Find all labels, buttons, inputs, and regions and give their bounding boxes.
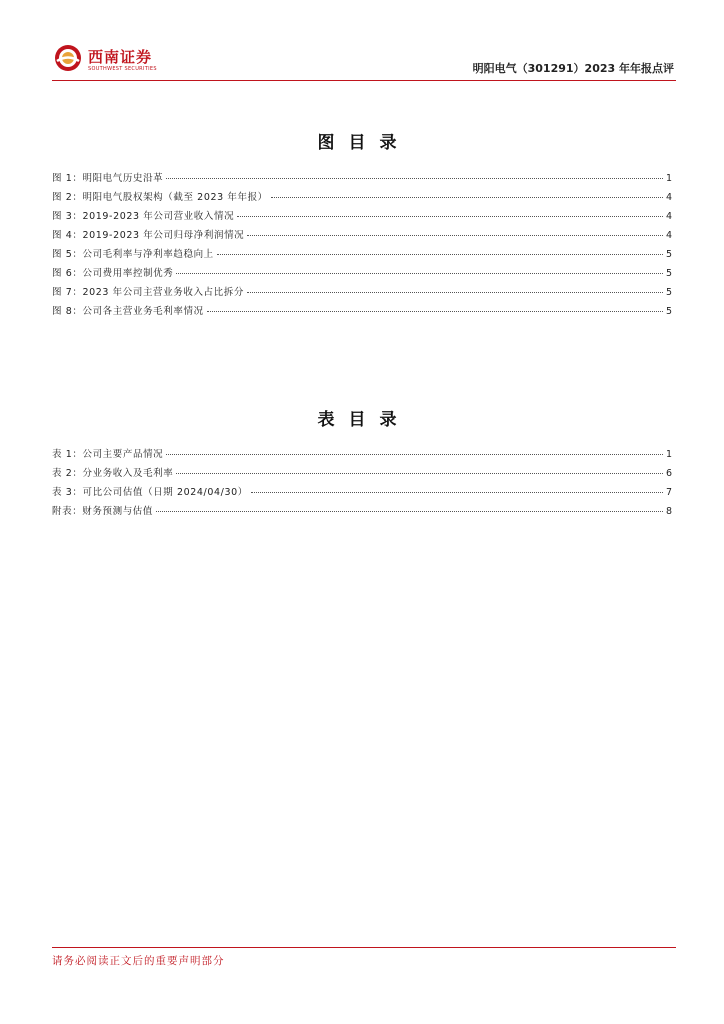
toc-leader-dots [176,473,663,474]
toc-entry-label[interactable]: 附表：财务预测与估值 [52,506,154,517]
toc-leader-dots [247,292,663,293]
toc-entry[interactable] [52,284,672,303]
toc-entry-page[interactable]: 4 [665,192,672,203]
toc-entry[interactable] [52,446,672,465]
toc-leader-dots [207,311,663,312]
toc-entry[interactable] [52,303,672,322]
toc-entry[interactable] [52,170,672,189]
toc-entry[interactable] [52,227,672,246]
toc-entry-label[interactable]: 图 8：公司各主营业务毛利率情况 [52,306,204,317]
toc-entry-label[interactable]: 图 3：2019-2023 年公司营业收入情况 [52,211,235,222]
toc-entry-page[interactable]: 5 [665,306,672,317]
toc-entry[interactable] [52,265,672,284]
header-divider [52,80,676,81]
figures-toc-title: 图目录 [317,133,411,153]
toc-entry-page[interactable]: 1 [665,449,672,460]
toc-leader-dots [251,492,663,493]
toc-entry[interactable] [52,465,672,484]
toc-entry-label[interactable]: 图 1：明阳电气历史沿革 [52,173,164,184]
toc-entry-page[interactable]: 4 [665,230,672,241]
toc-entry-page[interactable]: 5 [665,268,672,279]
toc-leader-dots [166,454,663,455]
logo-english-name: SOUTHWEST SECURITIES [88,66,157,72]
toc-entry-page[interactable]: 5 [665,287,672,298]
toc-entry-label[interactable]: 图 7：2023 年公司主营业务收入占比拆分 [52,287,244,298]
toc-entry-page[interactable]: 4 [665,211,672,222]
toc-leader-dots [166,178,663,179]
toc-entry-page[interactable]: 1 [665,173,672,184]
toc-entry-page[interactable]: 7 [665,487,672,498]
toc-entry[interactable] [52,246,672,265]
toc-entry-page[interactable]: 6 [665,468,672,479]
report-title: 明阳电气（301291）2023 年年报点评 [472,62,674,75]
footer-disclaimer: 请务必阅读正文后的重要声明部分 [52,955,225,967]
toc-leader-dots [237,216,663,217]
tables-toc [52,446,672,522]
page-header [52,38,676,82]
toc-entry-label[interactable]: 图 4：2019-2023 年公司归母净利润情况 [52,230,245,241]
toc-entry[interactable] [52,484,672,503]
toc-leader-dots [217,254,663,255]
toc-entry-page[interactable]: 8 [665,506,672,517]
toc-leader-dots [156,511,663,512]
company-logo [54,44,194,78]
toc-entry-label[interactable]: 表 1：公司主要产品情况 [52,449,164,460]
toc-entry-page[interactable]: 5 [665,249,672,260]
toc-leader-dots [271,197,663,198]
tables-toc-title: 表目录 [317,410,411,430]
toc-entry[interactable] [52,208,672,227]
logo-sun-icon [54,44,82,72]
toc-entry-label[interactable]: 表 3：可比公司估值（日期 2024/04/30） [52,487,248,498]
toc-entry[interactable] [52,189,672,208]
footer-divider [52,947,676,948]
toc-entry-label[interactable]: 图 6：公司费用率控制优秀 [52,268,174,279]
toc-leader-dots [176,273,663,274]
toc-entry-label[interactable]: 图 5：公司毛利率与净利率趋稳向上 [52,249,214,260]
toc-entry-label[interactable]: 表 2：分业务收入及毛利率 [52,468,174,479]
figures-toc [52,170,672,322]
toc-entry[interactable] [52,503,672,522]
toc-entry-label[interactable]: 图 2：明阳电气股权架构（截至 2023 年年报） [52,192,268,203]
logo-chinese-name: 西南证券 [88,48,153,66]
toc-leader-dots [247,235,663,236]
